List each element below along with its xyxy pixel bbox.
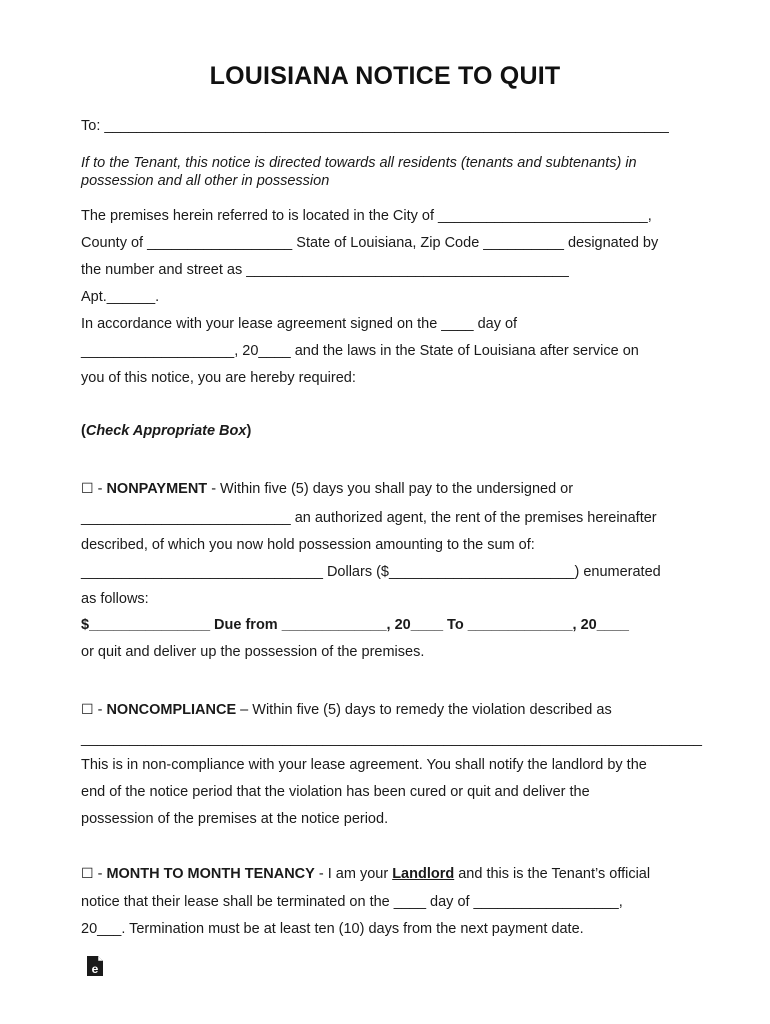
noncompliance-line: end of the notice period that the violation has been cured or quit and deliver the <box>81 784 590 800</box>
premises-line: The premises herein referred to is located in the City of __________________________, <box>81 208 652 224</box>
nonpayment-line: ______________________________ Dollars ($_______________________) enumerated <box>81 564 661 580</box>
nonpayment-option <box>81 481 573 497</box>
intro-line: possession and all other in possession <box>81 173 330 189</box>
month-to-month-option <box>81 866 650 882</box>
noncompliance-line: possession of the premises at the notice period. <box>81 811 389 827</box>
check-label: Check Appropriate Box <box>85 423 247 439</box>
nonpayment-label: NONPAYMENT <box>106 481 208 497</box>
noncompliance-prefix: - <box>93 702 107 718</box>
check-instruction <box>81 423 251 439</box>
noncompliance-line: This is in non-compliance with your lease agreement. You shall notify the landlord by the <box>81 757 647 773</box>
noncompliance-text: – Within five (5) days to remedy the violation described as <box>236 702 612 718</box>
month-to-month-checkbox[interactable]: ☐ <box>81 866 94 882</box>
month-to-month-line: 20___. Termination must be at least ten (10) days from the next payment date. <box>81 921 584 937</box>
lease-line: In accordance with your lease agreement signed on the ____ day of <box>81 316 518 332</box>
noncompliance-checkbox[interactable]: ☐ <box>81 702 94 718</box>
month-to-month-line: notice that their lease shall be terminated on the ____ day of __________________, <box>81 894 623 910</box>
check-close: ) <box>246 423 252 439</box>
nonpayment-prefix: - <box>93 481 107 497</box>
lease-line: you of this notice, you are hereby required: <box>81 370 356 386</box>
premises-line: County of __________________ State of Louisiana, Zip Code __________ designated by <box>81 235 659 251</box>
noncompliance-label: NONCOMPLIANCE <box>106 702 237 718</box>
month-to-month-label: MONTH TO MONTH TENANCY <box>106 866 315 882</box>
check-open: ( <box>81 423 86 439</box>
svg-text:e: e <box>91 962 99 976</box>
nonpayment-line: as follows: <box>81 591 149 607</box>
month-to-month-prefix: - <box>93 866 107 882</box>
page-title: LOUISIANA NOTICE TO QUIT <box>209 62 561 90</box>
premises-line: Apt.______. <box>81 289 160 305</box>
landlord-word: Landlord <box>392 866 455 882</box>
nonpayment-line: __________________________ an authorized agent, the rent of the premises hereinafter <box>81 510 657 526</box>
nonpayment-text: - Within five (5) days you shall pay to the undersigned or <box>207 481 574 497</box>
intro-line: If to the Tenant, this notice is directed towards all residents (tenants and subtenants) in <box>81 155 637 171</box>
nonpayment-line: described, of which you now hold possession amounting to the sum of: <box>81 537 535 553</box>
to-field[interactable]: To: ______________________________________________________________________ <box>81 118 669 134</box>
noncompliance-option <box>81 702 612 718</box>
eforms-logo-icon <box>86 955 104 977</box>
nonpayment-due-line: $_______________ Due from _____________, 20____ To _____________, 20____ <box>81 617 629 633</box>
premises-line: the number and street as ________________________________________ <box>81 262 569 278</box>
nonpayment-checkbox[interactable]: ☐ <box>81 481 94 497</box>
noncompliance-line: _____________________________________________________________________________ <box>81 731 702 747</box>
month-to-month-text: and this is the Tenant’s official <box>454 866 651 882</box>
nonpayment-line: or quit and deliver up the possession of the premises. <box>81 644 425 660</box>
month-to-month-text: - I am your <box>314 866 393 882</box>
lease-line: ___________________, 20____ and the laws in the State of Louisiana after service on <box>81 343 639 359</box>
